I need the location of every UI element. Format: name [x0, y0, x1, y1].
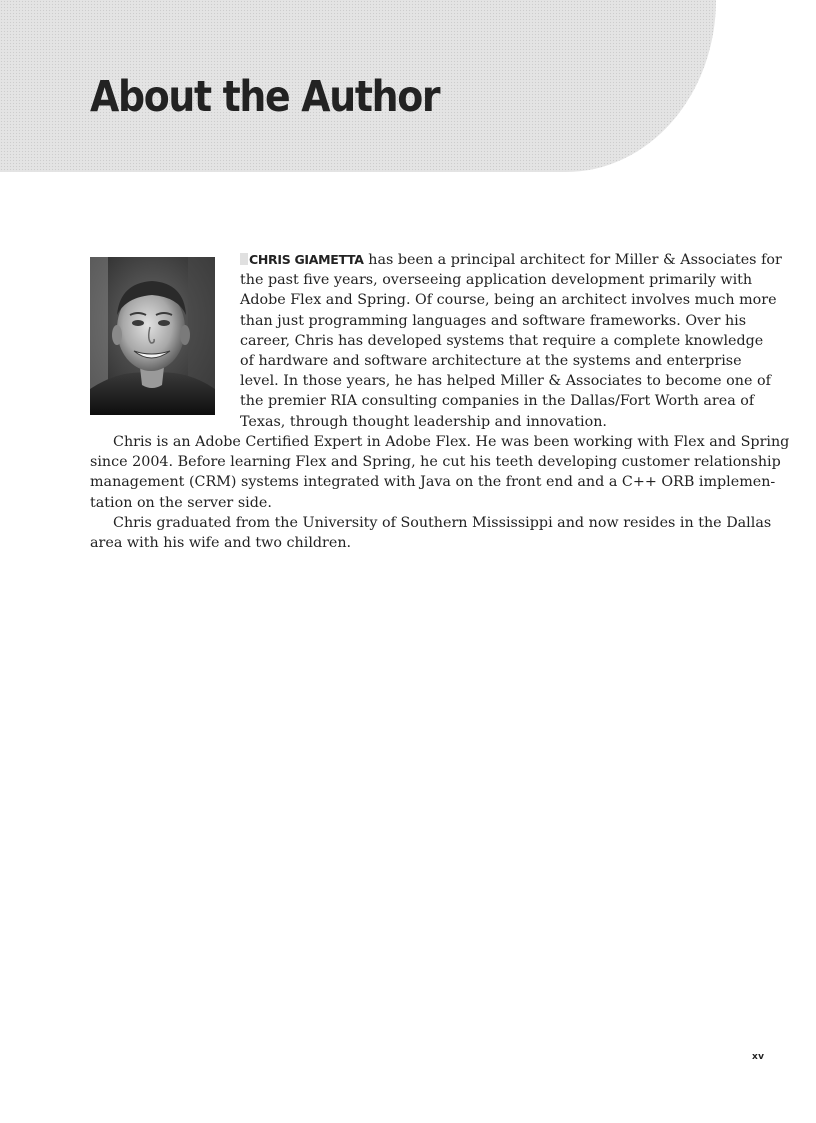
- bio-line: the premier RIA consulting companies in the Dallas/Fort Worth area of: [240, 393, 755, 410]
- author-bio-body: [90, 432, 790, 553]
- bio-line: career, Chris has developed systems that require a complete knowledge: [240, 332, 764, 349]
- body-line: tation on the server side.: [90, 494, 272, 511]
- chapter-title: About the Author: [90, 72, 440, 122]
- bio-line: CHRIS GIAMETTA has been a principal architect for Miller & Associates for: [240, 250, 745, 270]
- bio-line: level. In those years, he has helped Miller & Associates to become one of: [240, 373, 771, 390]
- body-line: Chris graduated from the University of Southern Mississippi and now resides in the Dallas: [113, 514, 772, 531]
- bio-line: Texas, through thought leadership and innovation.: [240, 413, 607, 430]
- bio-line: of hardware and software architecture at the systems and enterprise: [240, 353, 742, 370]
- author-portrait-photo: [90, 257, 215, 415]
- page-number: xv: [752, 1052, 765, 1062]
- bio-line: Adobe Flex and Spring. Of course, being an architect involves much more: [240, 292, 777, 309]
- body-line: Chris is an Adobe Certified Expert in Adobe Flex. He was been working with Flex and Spring: [113, 434, 790, 450]
- body-line: since 2004. Before learning Flex and Spring, he cut his teeth developing customer relationship: [90, 454, 781, 471]
- author-bio-intro: [240, 250, 782, 432]
- paragraph-marker-icon: [240, 253, 248, 265]
- body-line: management (CRM) systems integrated with Java on the front end and a C++ ORB implemen-: [90, 474, 776, 491]
- body-line: area with his wife and two children.: [90, 535, 352, 552]
- author-name: CHRIS GIAMETTA: [249, 252, 364, 267]
- bio-line: the past five years, overseeing application development primarily with: [240, 272, 753, 289]
- bio-line: than just programming languages and software frameworks. Over his: [240, 312, 747, 329]
